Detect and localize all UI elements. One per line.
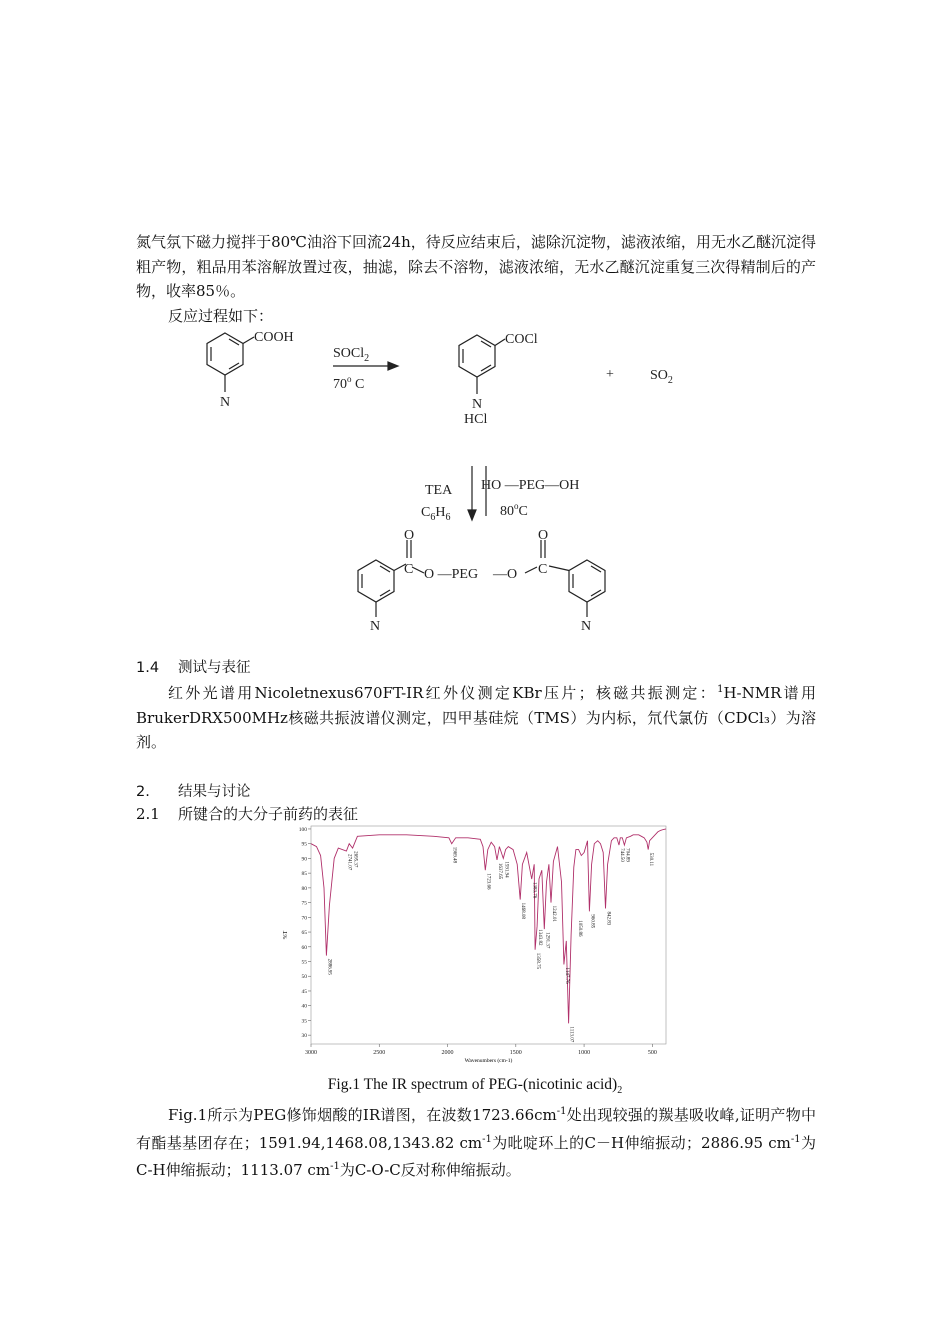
- peg-reagent-label: HO —PEG—OH: [481, 478, 580, 493]
- so2-label: $SO_2$: [650, 368, 673, 386]
- figure-caption: Fig.1 The IR spectrum of PEG-(nicotinic $acid)_2$: [327, 1076, 623, 1097]
- carbonyl-o-left: O: [404, 528, 415, 543]
- section-2-heading: 2. 结果与讨论: [136, 784, 251, 800]
- cooh-label: COOH: [254, 330, 294, 345]
- plot-frame: [311, 826, 666, 1044]
- carbonyl-c-right: C: [538, 562, 548, 577]
- ester-left-label: O —PEG: [424, 567, 479, 582]
- peak-label: 1468.08: [520, 902, 526, 919]
- peak-label: 1591.94: [503, 861, 509, 878]
- peak-label: 704.89: [624, 848, 630, 862]
- y-tick-label: 55: [301, 959, 307, 966]
- ester-right-label: —O: [493, 567, 518, 582]
- y-tick-label: 50: [301, 974, 307, 981]
- cocl-label: COCl: [505, 332, 538, 347]
- y-tick-label: 80: [301, 885, 307, 892]
- peak-label: 1343.82: [537, 929, 543, 946]
- y-tick-label: 100: [298, 826, 307, 833]
- peak-label: 744.50: [619, 848, 624, 862]
- peak-label: 960.85: [589, 914, 595, 929]
- x-tick-label: 2000: [441, 1050, 454, 1056]
- y-tick-label: 45: [301, 988, 307, 995]
- y-tick-label: 95: [301, 841, 307, 848]
- ir-spectrum-chart: [276, 822, 676, 1068]
- y-tick-label: 35: [301, 1018, 307, 1025]
- n-label-4: N: [581, 619, 592, 634]
- peak-label: 2741.07: [346, 854, 352, 871]
- ring-nicotinic-acid: [207, 333, 243, 375]
- chart-y-axis-label: %T: [283, 930, 289, 940]
- peak-label: 1637.65: [497, 862, 502, 880]
- carbonyl-o-right: O: [538, 528, 549, 543]
- x-tick-label: 1000: [578, 1050, 591, 1056]
- x-tick-label: 1500: [509, 1050, 522, 1056]
- peak-label: 530.11: [648, 852, 654, 867]
- tea-label: TEA: [425, 483, 453, 498]
- peak-label: 1969.48: [451, 846, 457, 863]
- temp-label-2: 80$^o$C: [500, 501, 528, 519]
- n-label-1: N: [220, 395, 231, 410]
- x-tick-label: 2500: [373, 1050, 386, 1056]
- y-tick-label: 90: [301, 856, 307, 863]
- x-tick-label: 500: [647, 1050, 657, 1056]
- peak-label: 842.83: [605, 911, 611, 926]
- y-tick-label: 40: [301, 1003, 307, 1010]
- peak-label: 1291.37: [544, 932, 550, 949]
- peak-label: 2886.95: [326, 958, 332, 975]
- temp-label-1: 70$^o$ C: [333, 374, 365, 392]
- reaction-scheme: [0, 318, 950, 638]
- n-label-2: N: [472, 397, 483, 412]
- ring-right-ester: [569, 560, 605, 602]
- intro-paragraph: 氮气氛下磁力搅拌于80℃油浴下回流24h，待反应结束后，滤除沉淀物，滤液浓缩，用无水乙醚沉淀得粗产物，粗品用苯溶解放置过夜，抽滤，除去不溶物，滤液浓缩，无水乙醚沉淀重复三次得精制后的产物，收率85％。: [136, 233, 816, 301]
- discussion-paragraph: Fig.1所示为PEG修饰烟酸的IR谱图，在波数$1723.66cm^{-1}$处出现较强的羰基吸收峰,证明产物中有酯基基团存在；1591.94,1468.08,1343.82 $cm^{-1}$为吡啶环上的C－H伸缩振动；2886.95 $cm^{-1}$为C-H伸缩振动；1113.07 $cm^{-1}$为C-O-C反对称伸缩振动。: [136, 1106, 816, 1180]
- socl2-label: SOCl$_2$: [333, 346, 370, 364]
- ring-left-ester: [358, 560, 394, 602]
- peak-label: 2695.37: [352, 851, 358, 868]
- chart-x-axis-label: Wavenumbers (cm-1): [464, 1058, 513, 1064]
- y-tick-label: 65: [301, 930, 307, 937]
- x-tick-label: 3000: [305, 1050, 317, 1056]
- peak-label: 1113.07: [568, 1026, 574, 1043]
- section-1-4-paragraph: 红外光谱用Nicoletnexus670FT-IR红外仪测定KBr压片；核磁共振测定：$^1$H-NMR谱用BrukerDRX500MHz核磁共振波谱仪测定，四甲基硅烷（TMS）为内标，氘代氯仿（CDCl₃）为溶剂。: [136, 684, 816, 752]
- carbonyl-c-left: C: [404, 562, 414, 577]
- n-label-3: N: [370, 619, 381, 634]
- section-2-1-heading: 2.1 所键合的大分子前药的表征: [136, 805, 359, 823]
- benzene-label: $C_6H_6$: [421, 505, 451, 523]
- peak-label: 1723.66: [485, 873, 491, 890]
- y-tick-label: 60: [301, 944, 307, 951]
- hcl-label: HCl: [464, 412, 488, 427]
- plus-sign: +: [606, 367, 614, 382]
- peak-label: 1358.75: [535, 952, 541, 969]
- spectrum-line: [311, 829, 666, 1024]
- peak-label: 1242.01: [551, 905, 556, 922]
- y-tick-label: 70: [301, 915, 307, 922]
- y-tick-label: 85: [301, 871, 307, 878]
- reaction-intro: 反应过程如下：: [168, 307, 274, 325]
- ring-acid-chloride: [459, 335, 495, 377]
- peak-label: 1383.76: [531, 882, 537, 899]
- chart-series: [311, 829, 666, 1024]
- chart-axes: [311, 826, 666, 1044]
- peak-label: 1147.76: [563, 967, 569, 984]
- section-1-4-heading: 1.4 测试与表征: [136, 660, 251, 676]
- y-tick-label: 75: [301, 900, 307, 907]
- y-tick-label: 30: [301, 1033, 307, 1040]
- peak-label: 1050.86: [577, 920, 583, 937]
